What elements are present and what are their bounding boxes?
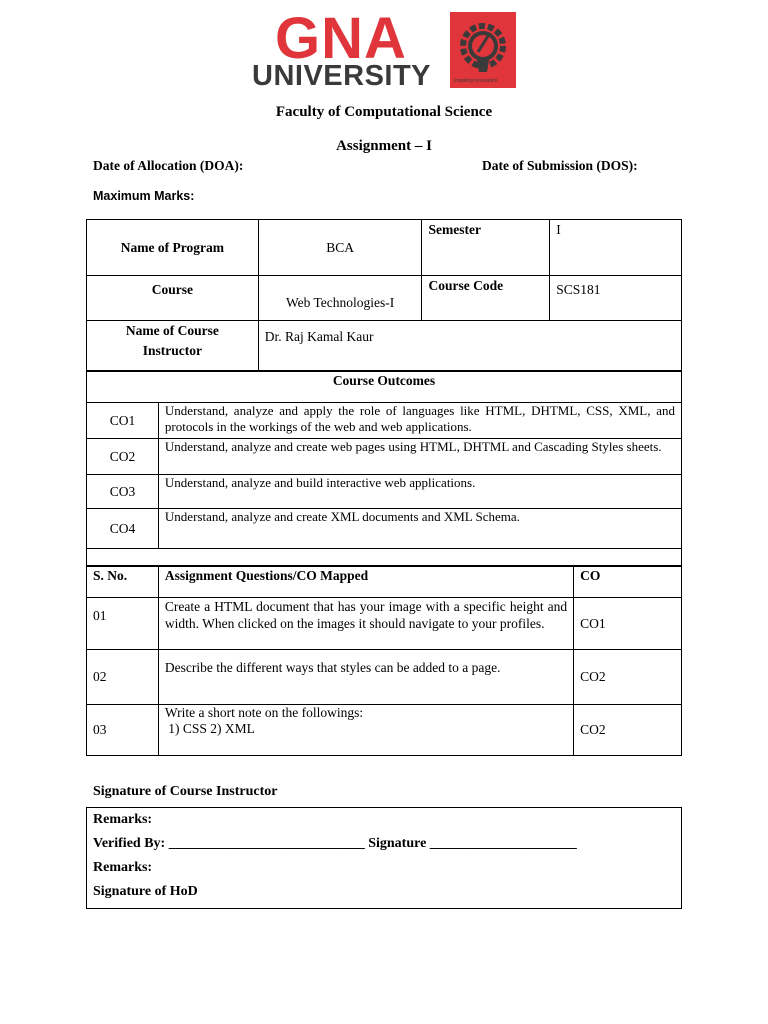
question-text: Describe the different ways that styles can be added to a page. (164, 660, 501, 675)
co-header: CO (580, 568, 601, 583)
course-info-table (86, 219, 682, 372)
spacer-row (87, 549, 682, 567)
co-text: Understand, analyze and create XML documents and XML Schema. (164, 509, 520, 524)
gear-bulb-icon (450, 12, 516, 88)
co-code: CO4 (109, 520, 136, 536)
remarks-label: Remarks: (93, 860, 153, 875)
question-co: CO2 (580, 669, 606, 684)
verified-by-line: Verified By: ____________________________ Signature _____________________ (93, 836, 577, 851)
co-code: CO1 (109, 412, 136, 428)
instructor-label: Name of Course Instructor (125, 323, 219, 358)
question-header: Assignment Questions/CO Mapped (164, 568, 369, 583)
semester-label: Semester (428, 222, 481, 237)
logo-tagline: Inspiring Innovation (454, 78, 498, 84)
signature-hod-label: Signature of HoD (93, 884, 198, 899)
outcomes-heading: Course Outcomes (332, 373, 436, 388)
verification-box (86, 807, 682, 909)
course-outcomes-table (86, 370, 682, 567)
question-co: CO1 (580, 615, 606, 631)
logo-gna-text: GNA (275, 6, 407, 71)
co-text: Understand, analyze and build interactive web applications. (164, 475, 476, 490)
doa-label: Date of Allocation (DOA): (93, 158, 244, 173)
logo-emblem (450, 12, 516, 88)
course-code-label: Course Code (428, 278, 504, 293)
sno-header: S. No. (93, 568, 128, 583)
question-text-line1: Write a short note on the followings: (164, 705, 364, 720)
semester-value: I (556, 222, 561, 237)
co-code: CO2 (109, 448, 136, 464)
remarks-label: Remarks: (93, 812, 153, 827)
max-marks-label: Maximum Marks: (93, 189, 195, 203)
logo-university-text: UNIVERSITY (252, 60, 432, 92)
co-text: Understand, analyze and create web pages using HTML, DHTML and Cascading Styles sheets. (164, 439, 662, 454)
course-label: Course (151, 282, 193, 297)
question-co: CO2 (580, 722, 606, 737)
co-text: Understand, analyze and apply the role of languages like HTML, DHTML, CSS, XML, and protocols in the workings of the web and web applications. (164, 403, 675, 434)
course-code-value: SCS181 (556, 282, 601, 297)
assignment-questions-table (86, 565, 682, 756)
question-text-line2: 1) CSS 2) XML (164, 721, 255, 736)
question-text: Create a HTML document that has your image with a specific height and width. When clicked on the images it should navigate to your profiles. (164, 599, 568, 631)
instructor-value: Dr. Raj Kamal Kaur (264, 329, 374, 344)
faculty-heading: Faculty of Computational Science (275, 104, 493, 120)
program-value: BCA (326, 239, 354, 255)
assignment-title: Assignment – I (336, 138, 432, 154)
dos-label: Date of Submission (DOS): (482, 158, 638, 173)
co-code: CO3 (109, 483, 136, 499)
course-value: Web Technologies-I (285, 295, 395, 310)
signature-instructor-label: Signature of Course Instructor (93, 784, 278, 799)
question-sno: 03 (93, 722, 107, 737)
question-sno: 01 (93, 608, 107, 623)
program-label: Name of Program (120, 239, 224, 255)
question-sno: 02 (93, 669, 107, 684)
